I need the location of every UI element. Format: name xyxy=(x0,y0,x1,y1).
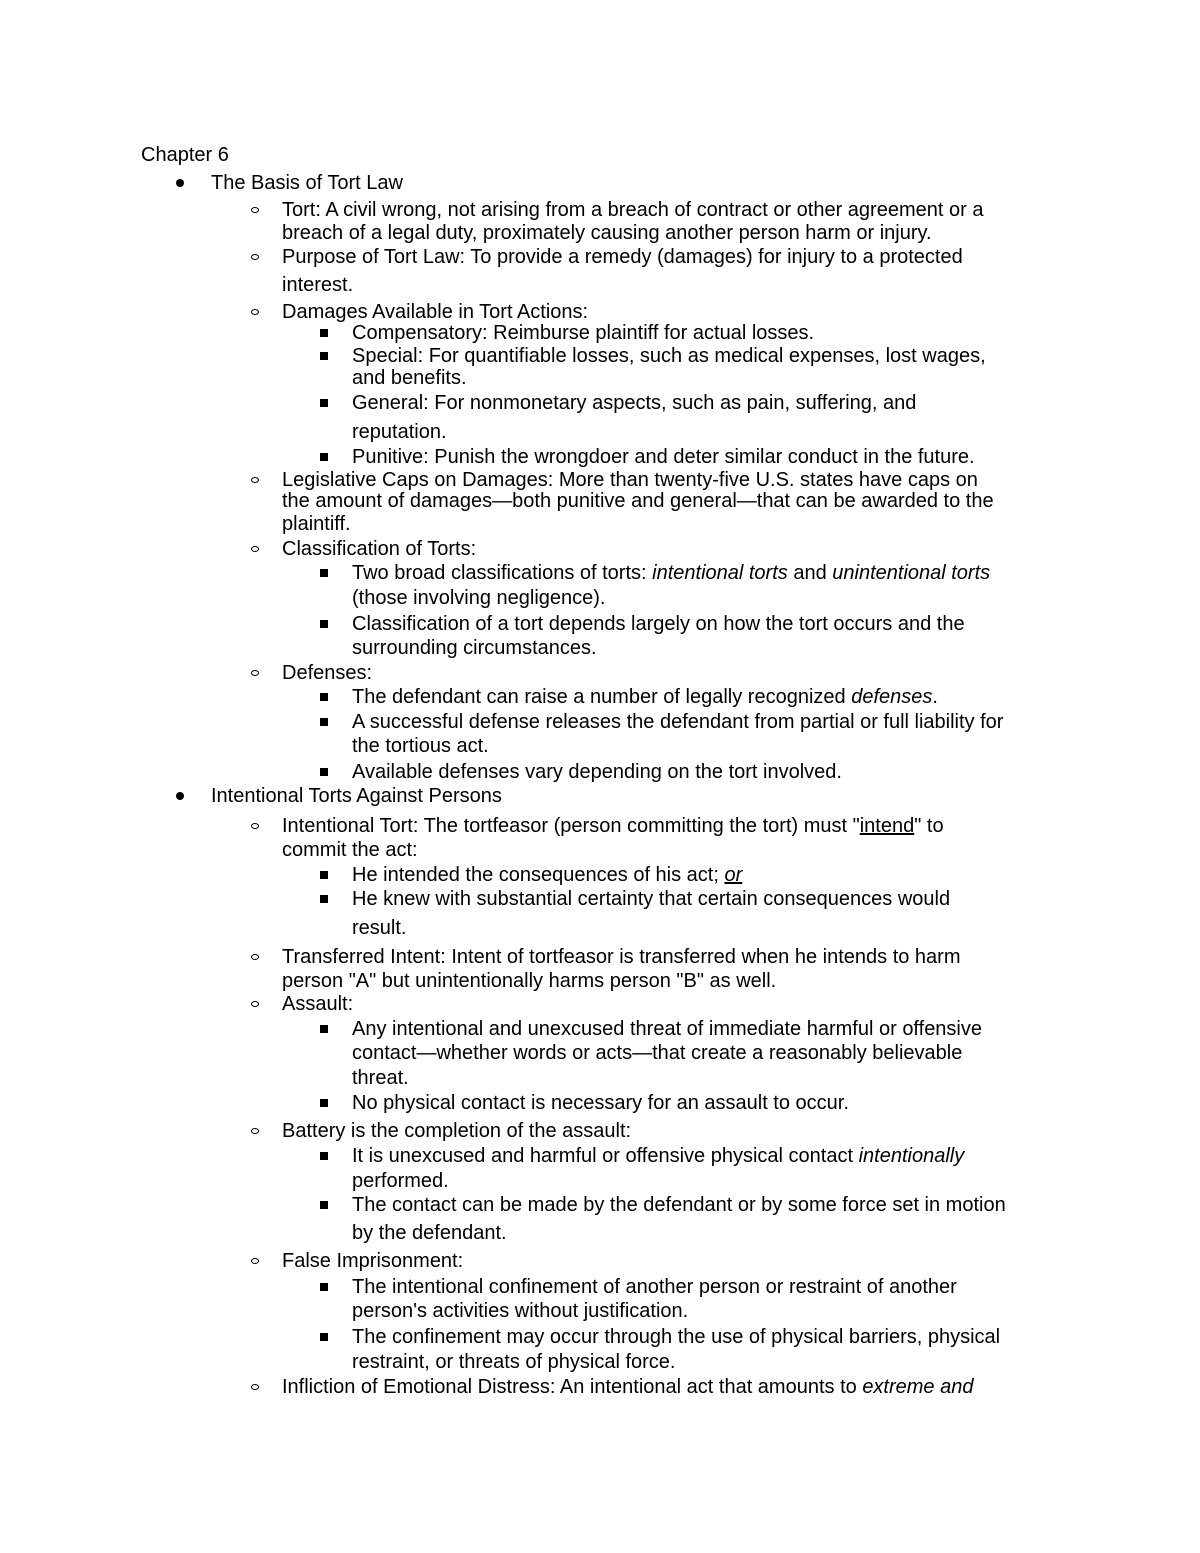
filled-dot-bullet-icon xyxy=(172,171,188,195)
text-run: The confinement may occur through the use of physical barriers, physical xyxy=(352,1326,1001,1348)
square-bullet-icon xyxy=(316,391,332,415)
text-run: Defenses: xyxy=(282,662,373,684)
text-run: The Basis of Tort Law xyxy=(211,172,403,194)
outline-line-level-2 xyxy=(282,945,961,969)
text-run: the amount of damages—both punitive and general—that can be awarded to the xyxy=(282,490,994,512)
text-run: Intentional Torts Against Persons xyxy=(211,785,502,807)
hollow-circle-bullet-icon-shape xyxy=(251,546,259,552)
text-run: plaintiff. xyxy=(282,513,351,535)
outline-line-level-3 xyxy=(352,1275,957,1299)
text-run: Damages Available in Tort Actions: xyxy=(282,301,589,323)
outline-line-level-1 xyxy=(211,784,502,808)
text-run: Purpose of Tort Law: To provide a remedy (damages) for injury to a protected xyxy=(282,246,963,268)
text-run: intentional torts xyxy=(652,562,788,584)
outline-line-level-3 xyxy=(352,760,842,784)
outline-line-level-3 xyxy=(352,391,916,415)
outline-line-level-2 xyxy=(282,1375,973,1399)
outline-line-level-3 xyxy=(352,916,406,940)
square-bullet-icon xyxy=(316,710,332,734)
square-bullet-icon-shape xyxy=(320,352,328,360)
outline-line-level-3 xyxy=(352,1169,449,1193)
outline-line-level-2 xyxy=(282,838,418,862)
filled-dot-bullet-icon xyxy=(172,784,188,808)
square-bullet-icon xyxy=(316,1017,332,1041)
square-bullet-icon-shape xyxy=(320,1333,328,1341)
square-bullet-icon xyxy=(316,344,332,368)
square-bullet-icon-shape xyxy=(320,620,328,628)
text-run: the tortious act. xyxy=(352,735,489,757)
outline-line-level-2 xyxy=(282,969,776,993)
text-run: contact—whether words or acts—that create a reasonably believable xyxy=(352,1042,963,1064)
text-run: commit the act: xyxy=(282,839,418,861)
text-run: Compensatory: Reimburse plaintiff for actual losses. xyxy=(352,322,815,344)
text-run: threat. xyxy=(352,1067,409,1089)
hollow-circle-bullet-icon-shape xyxy=(251,1001,259,1007)
hollow-circle-bullet-icon-shape xyxy=(251,1128,259,1134)
square-bullet-icon xyxy=(316,760,332,784)
text-run: Special: For quantifiable losses, such as medical expenses, lost wages, xyxy=(352,345,986,367)
hollow-circle-bullet-icon xyxy=(247,661,263,685)
hollow-circle-bullet-icon xyxy=(247,1119,263,1143)
outline-line-level-2 xyxy=(282,512,351,536)
text-run: Intentional Tort: The tortfeasor (person committing the tort) must " xyxy=(282,815,860,837)
outline-line-level-3 xyxy=(352,420,447,444)
hollow-circle-bullet-icon xyxy=(247,992,263,1016)
square-bullet-icon-shape xyxy=(320,329,328,337)
outline-line-level-2 xyxy=(282,537,476,561)
outline-line-level-2 xyxy=(282,245,963,269)
square-bullet-icon-shape xyxy=(320,1025,328,1033)
text-run: Any intentional and unexcused threat of immediate harmful or offensive xyxy=(352,1018,982,1040)
square-bullet-icon xyxy=(316,321,332,345)
text-run: Tort: A civil wrong, not arising from a breach of contract or other agreement or a xyxy=(282,199,984,221)
square-bullet-icon-shape xyxy=(320,718,328,726)
square-bullet-icon-shape xyxy=(320,1099,328,1107)
outline-line-level-3 xyxy=(352,561,990,585)
text-run: Punitive: Punish the wrongdoer and deter similar conduct in the future. xyxy=(352,446,975,468)
text-run: or xyxy=(724,864,743,886)
hollow-circle-bullet-icon-shape xyxy=(251,207,259,213)
text-run: person "A" but unintentionally harms person "B" as well. xyxy=(282,970,777,992)
text-run: interest. xyxy=(282,274,354,296)
hollow-circle-bullet-icon-shape xyxy=(251,1384,259,1390)
square-bullet-icon xyxy=(316,1091,332,1115)
outline-line-level-3 xyxy=(352,685,938,709)
text-run: Classification of Torts: xyxy=(282,538,477,560)
outline-line-level-2 xyxy=(282,661,372,685)
hollow-circle-bullet-icon-shape xyxy=(251,309,259,315)
outline-line-level-2 xyxy=(282,221,932,245)
outline-line-level-3 xyxy=(352,321,814,345)
text-run: defenses xyxy=(851,686,933,708)
hollow-circle-bullet-icon xyxy=(247,468,263,492)
hollow-circle-bullet-icon xyxy=(247,1249,263,1273)
chapter-title: Chapter 6 xyxy=(141,144,229,166)
hollow-circle-bullet-icon-shape xyxy=(251,254,259,260)
text-run: Assault: xyxy=(282,993,354,1015)
square-bullet-icon xyxy=(316,1144,332,1168)
square-bullet-icon-shape xyxy=(320,1283,328,1291)
square-bullet-icon-shape xyxy=(320,399,328,407)
outline-line-level-3 xyxy=(352,734,489,758)
outline-line-level-2 xyxy=(282,1249,463,1273)
text-run: The contact can be made by the defendant or by some force set in motion xyxy=(352,1194,1006,1216)
outline-line-level-1 xyxy=(211,171,403,195)
square-bullet-icon xyxy=(316,445,332,469)
square-bullet-icon xyxy=(316,887,332,911)
hollow-circle-bullet-icon xyxy=(247,245,263,269)
square-bullet-icon xyxy=(316,612,332,636)
hollow-circle-bullet-icon-shape xyxy=(251,477,259,483)
text-run: " to xyxy=(914,815,944,837)
text-run: No physical contact is necessary for an assault to occur. xyxy=(352,1092,849,1114)
filled-dot-bullet-icon-shape xyxy=(176,792,184,800)
outline-line-level-2 xyxy=(282,1119,631,1143)
square-bullet-icon xyxy=(316,685,332,709)
outline-line-level-3 xyxy=(352,612,965,636)
outline-line-level-3 xyxy=(352,1221,507,1245)
outline-line-level-3 xyxy=(352,710,1003,734)
text-run: result. xyxy=(352,917,407,939)
hollow-circle-bullet-icon xyxy=(247,945,263,969)
outline-line-level-3 xyxy=(352,863,742,887)
hollow-circle-bullet-icon xyxy=(247,1375,263,1399)
square-bullet-icon-shape xyxy=(320,871,328,879)
square-bullet-icon xyxy=(316,863,332,887)
outline-line-level-3 xyxy=(352,1144,964,1168)
text-run: person's activities without justification. xyxy=(352,1300,689,1322)
text-run: Transferred Intent: Intent of tortfeasor is transferred when he intends to harm xyxy=(282,946,961,968)
text-run: and xyxy=(787,562,833,584)
outline-line-level-3 xyxy=(352,1017,982,1041)
square-bullet-icon-shape xyxy=(320,693,328,701)
square-bullet-icon xyxy=(316,1275,332,1299)
text-run: (those involving negligence). xyxy=(352,587,606,609)
filled-dot-bullet-icon-shape xyxy=(176,179,184,187)
outline-line-level-3 xyxy=(352,344,986,368)
hollow-circle-bullet-icon-shape xyxy=(251,670,259,676)
text-run: Infliction of Emotional Distress: An intentional act that amounts to xyxy=(282,1376,863,1398)
outline-line-level-3 xyxy=(352,445,975,469)
text-run: and benefits. xyxy=(352,367,467,389)
text-run: General: For nonmonetary aspects, such as pain, suffering, and xyxy=(352,392,917,414)
square-bullet-icon-shape xyxy=(320,768,328,776)
text-run: False Imprisonment: xyxy=(282,1250,464,1272)
outline-line-level-2 xyxy=(282,198,983,222)
text-run: The intentional confinement of another person or restraint of another xyxy=(352,1276,957,1298)
outline-line-level-3 xyxy=(352,1350,675,1374)
hollow-circle-bullet-icon xyxy=(247,198,263,222)
text-run: extreme and xyxy=(862,1376,974,1398)
square-bullet-icon-shape xyxy=(320,895,328,903)
text-run: unintentional torts xyxy=(832,562,991,584)
text-run: Legislative Caps on Damages: More than twenty-five U.S. states have caps on xyxy=(282,469,978,491)
text-run: He knew with substantial certainty that certain consequences would xyxy=(352,888,951,910)
outline-line-level-3 xyxy=(352,887,950,911)
hollow-circle-bullet-icon xyxy=(247,537,263,561)
outline-line-level-2 xyxy=(282,992,353,1016)
outline-line-level-3 xyxy=(352,636,597,660)
hollow-circle-bullet-icon-shape xyxy=(251,823,259,829)
text-run: intend xyxy=(859,815,915,837)
hollow-circle-bullet-icon xyxy=(247,814,263,838)
text-run: It is unexcused and harmful or offensive physical contact xyxy=(352,1145,859,1167)
square-bullet-icon-shape xyxy=(320,1152,328,1160)
text-run: . xyxy=(932,686,938,708)
text-run: reputation. xyxy=(352,421,447,443)
square-bullet-icon xyxy=(316,1325,332,1349)
text-run: Two broad classifications of torts: xyxy=(352,562,653,584)
outline-line-level-3 xyxy=(352,1325,1000,1349)
text-run: restraint, or threats of physical force. xyxy=(352,1351,676,1373)
outline-line-level-3 xyxy=(352,586,606,610)
outline-line-level-2 xyxy=(282,814,944,838)
outline-line-level-3 xyxy=(352,366,467,390)
outline-line-level-2 xyxy=(282,489,994,513)
square-bullet-icon xyxy=(316,561,332,585)
text-run: He intended the consequences of his act; xyxy=(352,864,725,886)
outline-line-level-3 xyxy=(352,1091,849,1115)
text-run: breach of a legal duty, proximately causing another person harm or injury. xyxy=(282,222,932,244)
text-run: A successful defense releases the defendant from partial or full liability for xyxy=(352,711,1004,733)
text-run: intentionally xyxy=(858,1145,965,1167)
square-bullet-icon-shape xyxy=(320,453,328,461)
hollow-circle-bullet-icon-shape xyxy=(251,1258,259,1264)
square-bullet-icon xyxy=(316,1193,332,1217)
outline-line-level-3 xyxy=(352,1041,962,1065)
outline-line-level-3 xyxy=(352,1193,1006,1217)
outline-line-level-3 xyxy=(352,1066,409,1090)
text-run: performed. xyxy=(352,1170,449,1192)
text-run: Battery is the completion of the assault: xyxy=(282,1120,632,1142)
outline-line-level-2 xyxy=(282,273,353,297)
text-run: by the defendant. xyxy=(352,1222,507,1244)
text-run: Classification of a tort depends largely on how the tort occurs and the xyxy=(352,613,965,635)
square-bullet-icon-shape xyxy=(320,1201,328,1209)
square-bullet-icon-shape xyxy=(320,569,328,577)
hollow-circle-bullet-icon xyxy=(247,300,263,324)
hollow-circle-bullet-icon-shape xyxy=(251,954,259,960)
text-run: Available defenses vary depending on the tort involved. xyxy=(352,761,842,783)
text-run: surrounding circumstances. xyxy=(352,637,597,659)
outline-line-level-3 xyxy=(352,1299,688,1323)
text-run: The defendant can raise a number of legally recognized xyxy=(352,686,852,708)
